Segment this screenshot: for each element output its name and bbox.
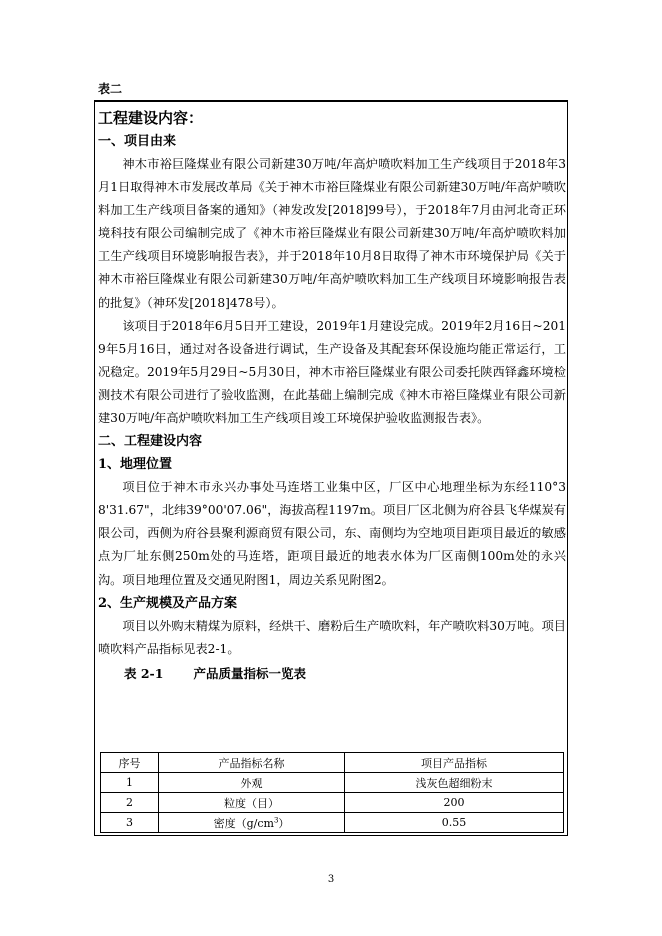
scale-paragraph: 项目以外购末精煤为原料，经烘干、磨粉后生产喷吹料，年产喷吹料30万吨。项目喷吹料产品指标见表2-1。 — [98, 618, 566, 656]
table-title: 产品质量指标一览表 — [193, 665, 306, 681]
table-row — [101, 773, 564, 793]
cell-no: 1 — [101, 773, 159, 793]
cell-name: 粒度（目） — [159, 793, 345, 813]
table-header-row — [101, 753, 564, 773]
cell-no: 3 — [101, 813, 159, 833]
density-label-end: ） — [278, 816, 290, 830]
table-label: 表二 — [98, 82, 123, 96]
density-superscript: 3 — [273, 815, 279, 824]
origin-paragraph-1: 神木市裕巨隆煤业有限公司新建30万吨/年高炉喷吹料加工生产线项目于2018年3月1日取得神木市发展改革局《关于神木市裕巨隆煤业有限公司新建30万吨/年高炉喷吹料加工生产线项目备案的通知》（神发改发[2018]99号），于2018年7月由河北奇正环境科技有限公司编制完成了《神木市裕巨隆煤业有限公司新建30万吨/年高炉喷吹料加工生产线项目环境影响报告表》，并于2018年10月8日取得了神木市环境保护局《关于神木市裕巨隆煤业有限公司新建30万吨/年高炉喷吹料加工生产线项目环境影响报告表的批复》（神环发[2018]478号）。 — [98, 157, 566, 310]
origin-heading: 一、项目由来 — [98, 134, 177, 149]
origin-paragraph-2: 该项目于2018年6月5日开工建设，2019年1月建设完成。2019年2月16日~2019年5月16日，通过对各设备进行调试，生产设备及其配套环保设施均能正常运行，工况稳定。2019年5月29日~5月30日，神木市裕巨隆煤业有限公司委托陕西铎鑫环境检测技术有限公司进行了验收监测，在此基础上编制完成《神木市裕巨隆煤业有限公司新建30万吨/年高炉喷吹料加工生产线项目竣工环境保护验收监测报告表》。 — [98, 318, 566, 426]
section-title: 工程建设内容： — [98, 109, 204, 127]
cell-name: 外观 — [159, 773, 345, 793]
cell-name — [159, 813, 345, 833]
product-quality-table — [100, 752, 564, 833]
cell-value: 0.55 — [345, 813, 564, 833]
table-row — [101, 793, 564, 813]
table-row — [101, 813, 564, 833]
scale-heading: 2、生产规模及产品方案 — [98, 595, 238, 611]
density-label: 密度（g/cm — [213, 816, 274, 830]
location-heading: 1、地理位置 — [98, 457, 173, 473]
location-paragraph: 项目位于神木市永兴办事处马连塔工业集中区，厂区中心地理坐标为东经110°38'31.67"，北纬39°00'07.06"，海拔高程1197m。项目厂区北侧为府谷县飞华煤炭有限公司，西侧为府谷县聚利源商贸有限公司，东、南侧均为空地项目距项目最近的敏感点为厂址东侧250m处的马连塔，距项目最近的地表水体为厂区南侧100m处的永兴沟。项目地理位置及交通见附图1，周边关系见附图2。 — [98, 480, 566, 587]
document-content — [98, 106, 566, 685]
column-header: 序号 — [101, 753, 159, 773]
cell-no: 2 — [101, 793, 159, 813]
construction-heading: 二、工程建设内容 — [98, 434, 203, 450]
cell-value: 浅灰色超细粉末 — [345, 773, 564, 793]
cell-value: 200 — [345, 793, 564, 813]
table-caption — [124, 663, 566, 685]
column-header: 项目产品指标 — [345, 753, 564, 773]
page-number: 3 — [327, 874, 335, 885]
column-header: 产品指标名称 — [159, 753, 345, 773]
table-number: 表 2-1 — [124, 665, 164, 681]
